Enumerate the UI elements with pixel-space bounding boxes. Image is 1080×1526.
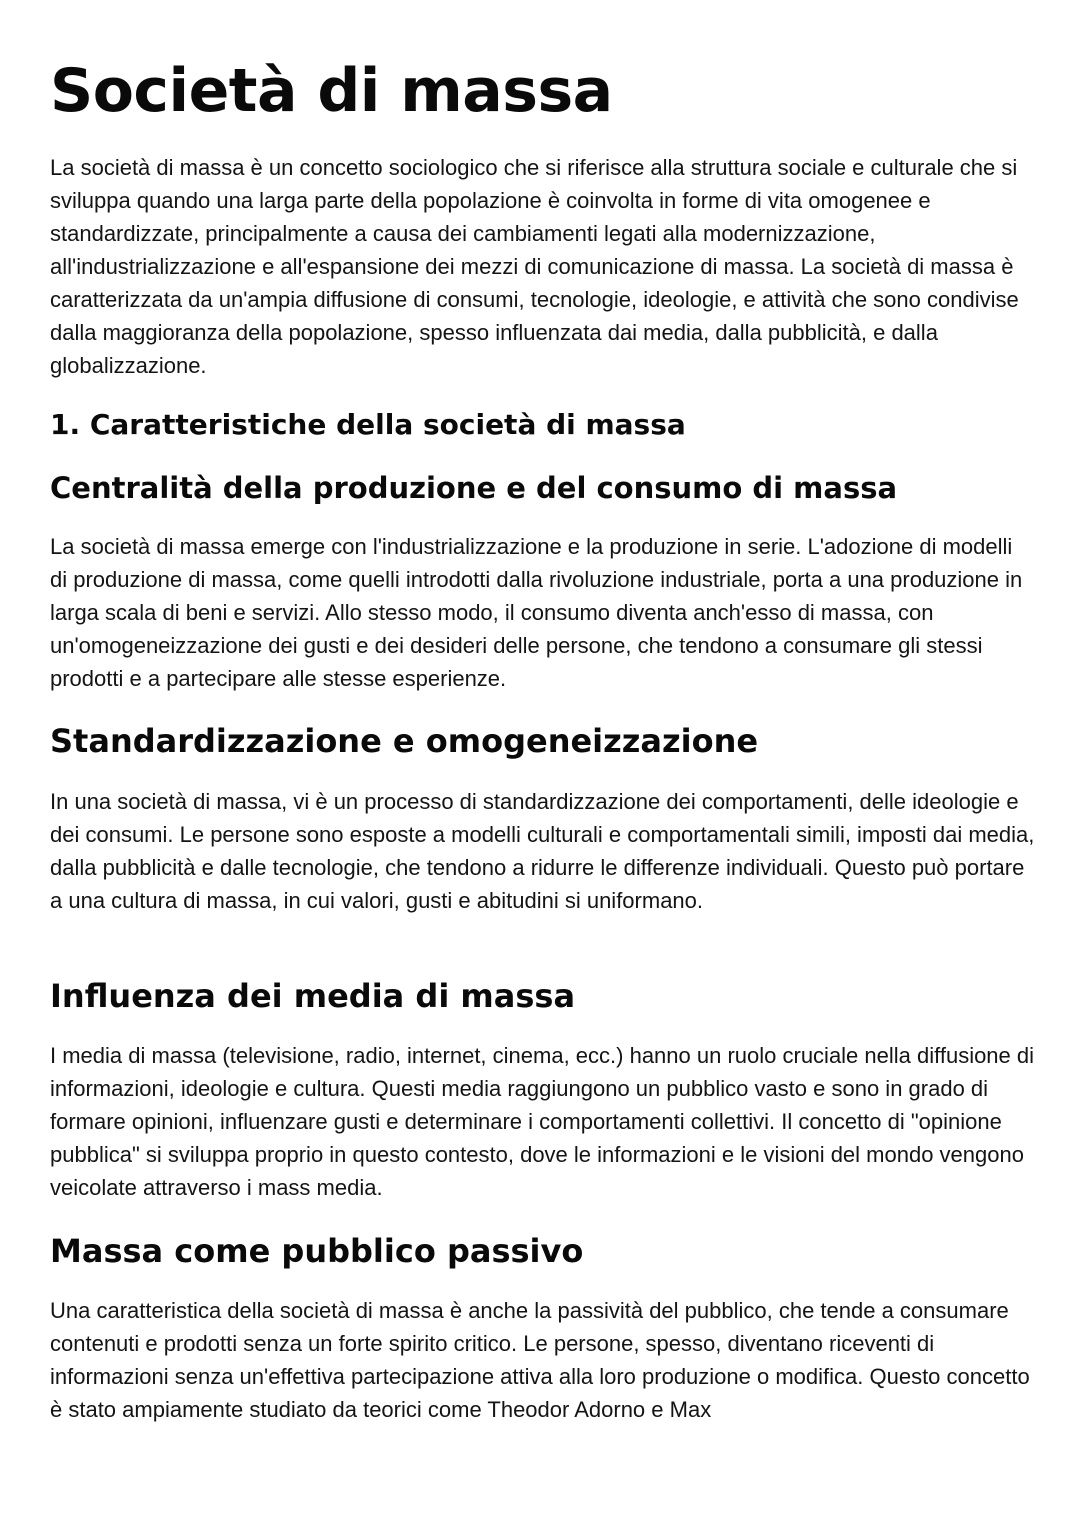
- subsection-paragraph: Una caratteristica della società di massa è anche la passività del pubblico, che tende a consumare contenuti e prodotti senza un forte spirito critico. Le persone, spesso, diventano riceventi di informazioni senza un'effettiva partecipazione attiva alla loro produzione o modifica. Questo concetto è stato ampiamente studiato da teorici come Theodor Adorno e Max: [50, 1298, 1030, 1422]
- page-title: Società di massa: [50, 56, 613, 126]
- subsection-paragraph: I media di massa (televisione, radio, internet, cinema, ecc.) hanno un ruolo cruciale nella diffusione di informazioni, ideologie e cultura. Questi media raggiungono un pubblico vasto e sono in grado di formare opinioni, influenzare gusti e determinare i comportamenti collettivi. Il concetto di "opinione pubblica" si sviluppa proprio in questo contesto, dove le informazioni e le visioni del mondo vengono veicolate attraverso i mass media.: [50, 1043, 1035, 1200]
- subsection-paragraph: La società di massa emerge con l'industrializzazione e la produzione in serie. L'adozione di modelli di produzione di massa, come quelli introdotti dalla rivoluzione industriale, porta a una produzione in larga scala di beni e servizi. Allo stesso modo, il consumo diventa anch'esso di massa, con un'omogeneizzazione dei gusti e dei desideri delle persone, che tendono a consumare gli stessi prodotti e a partecipare alle stesse esperienze.: [50, 534, 1023, 691]
- subsection-heading: Influenza dei media di massa: [50, 977, 576, 1015]
- subsection-heading: Massa come pubblico passivo: [50, 1232, 584, 1270]
- subsection-heading: Centralità della produzione e del consumo di massa: [50, 471, 898, 505]
- subsection-paragraph: In una società di massa, vi è un processo di standardizzazione dei comportamenti, delle ideologie e dei consumi. Le persone sono esposte a modelli culturali e comportamentali simili, imposti dai media, dalla pubblicità e dalle tecnologie, che tendono a ridurre le differenze individuali. Questo può portare a una cultura di massa, in cui valori, gusti e abitudini si uniformano.: [50, 789, 1035, 913]
- subsection-heading: Standardizzazione e omogeneizzazione: [50, 722, 759, 760]
- intro-paragraph: La società di massa è un concetto sociologico che si riferisce alla struttura sociale e culturale che si sviluppa quando una larga parte della popolazione è coinvolta in forme di vita omogenee e standardizzate, principalmente a causa dei cambiamenti legati alla modernizzazione, all'industrializzazione e all'espansione dei mezzi di comunicazione di massa. La società di massa è caratterizzata da un'ampia diffusione di consumi, tecnologie, ideologie, e attività che sono condivise dalla maggioranza della popolazione, spesso influenzata dai media, dalla pubblicità, e dalla globalizzazione.: [50, 155, 1019, 378]
- section-heading: 1. Caratteristiche della società di massa: [50, 408, 686, 441]
